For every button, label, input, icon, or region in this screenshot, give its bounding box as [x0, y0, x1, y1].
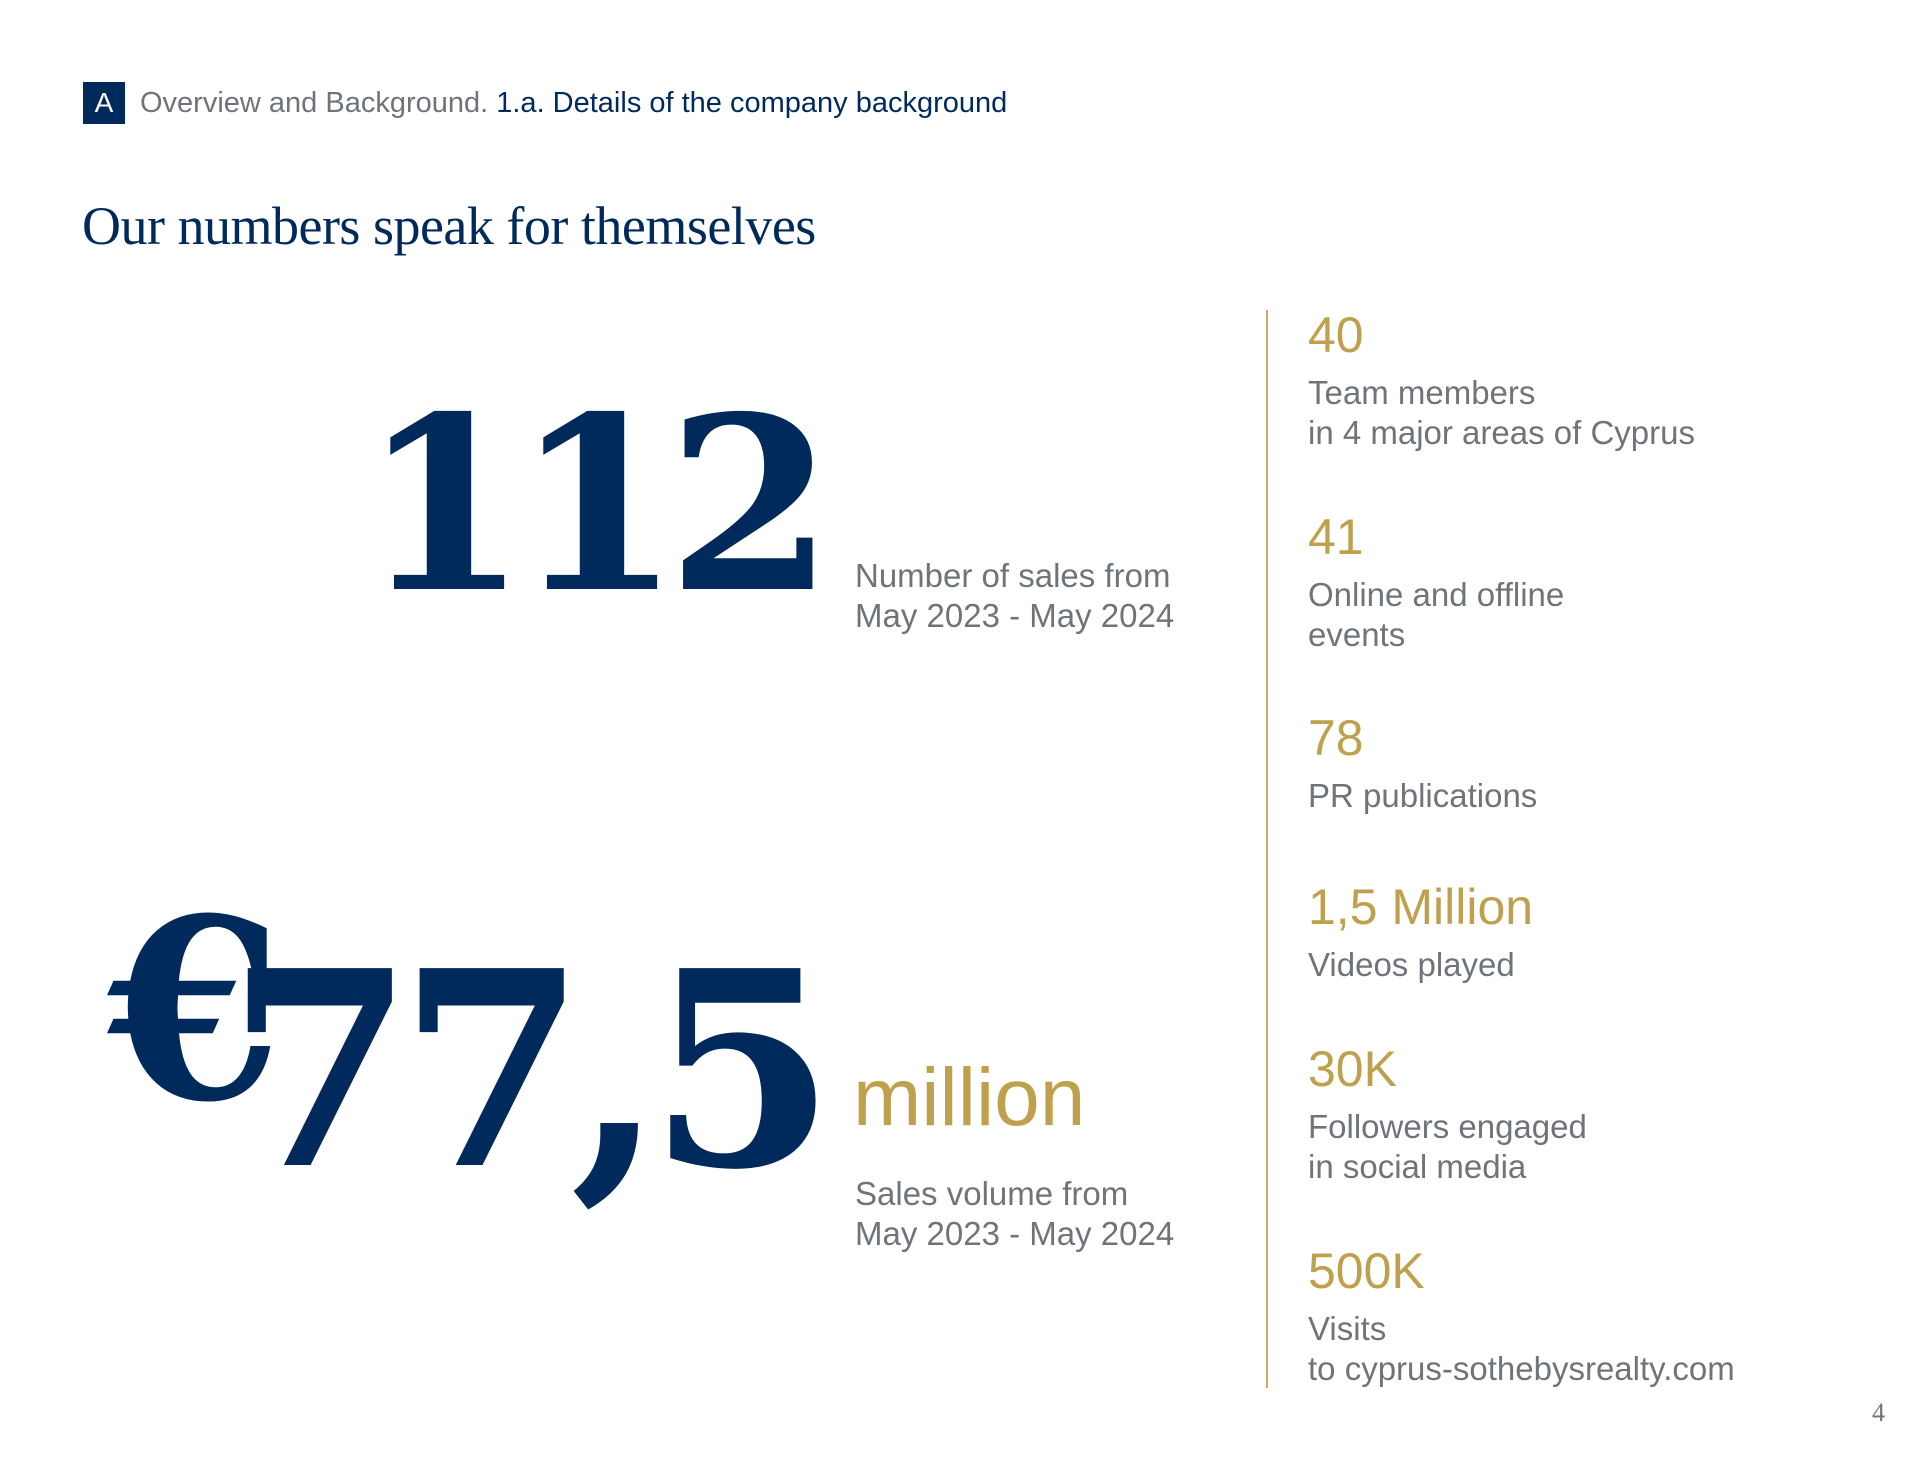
stat-label-line1: Followers engaged	[1308, 1108, 1587, 1145]
stat-videos-played	[1308, 879, 1533, 985]
sales-count: 112	[361, 364, 820, 646]
page-title: Our numbers speak for themselves	[82, 196, 816, 256]
breadcrumb-section: Overview and Background.	[140, 86, 489, 119]
sales-caption	[855, 556, 1174, 636]
breadcrumb-detail: 1.a. Details of the company background	[496, 86, 1008, 119]
volume-caption-line1: Sales volume from	[855, 1175, 1129, 1212]
stat-value: 78	[1308, 710, 1364, 766]
stat-value: 40	[1308, 307, 1364, 363]
section-badge: A	[83, 82, 125, 124]
stat-label	[1308, 575, 1564, 655]
stat-value: 1,5 Million	[1308, 879, 1534, 935]
stat-label-line1: Online and offline	[1308, 576, 1565, 613]
volume-caption	[855, 1174, 1174, 1254]
euro-symbol: €	[108, 863, 282, 1157]
stat-label	[1308, 373, 1695, 453]
stat-visits	[1308, 1243, 1735, 1389]
stat-label-line1: PR publications	[1308, 777, 1538, 814]
vertical-divider	[1266, 310, 1268, 1388]
sales-caption-line1: Number of sales from	[855, 557, 1171, 594]
stat-value: 500K	[1308, 1243, 1425, 1299]
stat-label	[1308, 1309, 1735, 1389]
stat-label-line1: Videos played	[1308, 946, 1515, 983]
stat-followers	[1308, 1041, 1587, 1187]
page-number: 4	[1872, 1398, 1885, 1427]
stat-label	[1308, 776, 1537, 816]
stat-events	[1308, 509, 1564, 655]
breadcrumb-text	[140, 87, 1007, 120]
stat-label-line1: Visits	[1308, 1310, 1387, 1347]
sales-volume-unit: million	[853, 1052, 1086, 1143]
stat-team-members	[1308, 307, 1695, 453]
sales-caption-line2: May 2023 - May 2024	[855, 597, 1175, 634]
stat-label	[1308, 945, 1533, 985]
stat-value: 41	[1308, 509, 1364, 565]
stat-label	[1308, 1107, 1587, 1187]
stat-label-line2: events	[1308, 616, 1406, 653]
breadcrumb	[83, 82, 1007, 124]
stat-label-line1: Team members	[1308, 374, 1536, 411]
stat-pr-publications	[1308, 710, 1537, 816]
volume-caption-line2: May 2023 - May 2024	[855, 1215, 1175, 1252]
stat-label-line2: in 4 major areas of Cyprus	[1308, 414, 1695, 451]
stat-label-line2[interactable]: to cyprus-sothebysrealty.com	[1308, 1350, 1735, 1387]
stat-value: 30K	[1308, 1041, 1397, 1097]
stat-label-line2: in social media	[1308, 1148, 1527, 1185]
sales-volume: 77,5	[226, 911, 820, 1229]
